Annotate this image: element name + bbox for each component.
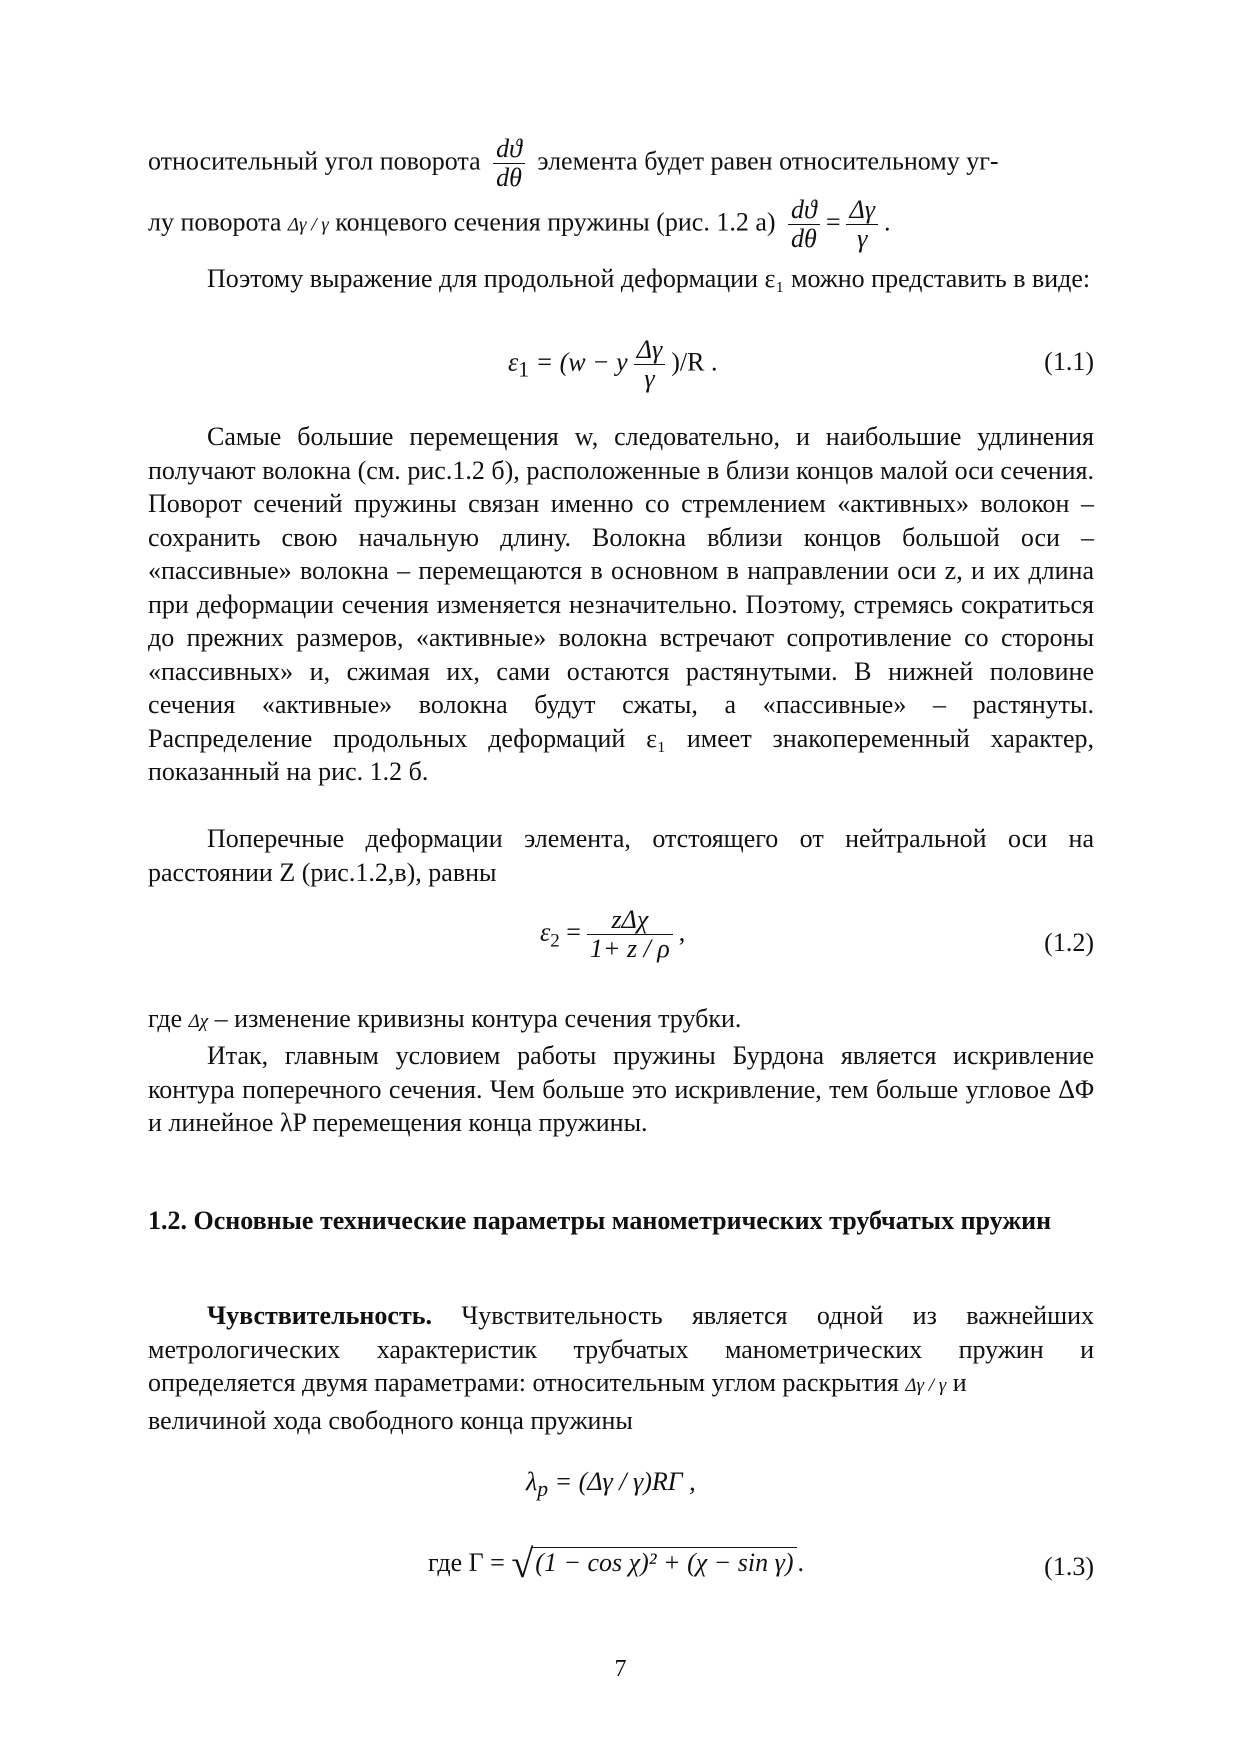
equation-number-1-2: (1.2): [1044, 928, 1094, 957]
paragraph-3: Поперечные деформации элемента, отстоящего от нейтральной оси на расстоянии Z (рис.1.2,в), равны: [148, 824, 1094, 887]
equation-number-1-1: (1.1): [1044, 347, 1094, 376]
sqrt-icon: √: [511, 1541, 534, 1586]
paragraph-1: Поэтому выражение для продольной деформации ε₁ можно представить в виде:: [207, 264, 1091, 293]
equation-number-1-3: (1.3): [1044, 1552, 1094, 1581]
fraction-eq2: $\frac{\text{zΔχ}}{1+ z / \rho}$: [587, 906, 673, 963]
text-line-para4: где Δχ – изменение кривизны контура сечения трубки.: [148, 1004, 742, 1033]
paragraph-5: Итак, главным условием работы пружины Бурдона является искривление контура поперечного сечения. Чем больше это искривление, тем больше угловое ΔΦ и линейное λP перемещения конца пружины.: [148, 1041, 1094, 1137]
text-line-1: относительный угол поворота $\frac{dϑ}{d\theta}$ элемента будет равен относительному уг-: [148, 134, 999, 192]
paragraph-6: Чувствительность. Чувствительность является одной из важнейших метрологических характеристик трубчатых манометрических пружин и определяется двумя параметрами: относительным углом раскрытия Δγ / γ и: [148, 1301, 1095, 1397]
equation-1-1: $\varepsilon_1 = (w - y$ $\frac{\Delta\gamma}{\gamma}$ )/R .: [508, 335, 718, 393]
text-line-2: лу поворота Δγ / γ концевого сечения пружины (рис. 1.2 а) $\frac{dϑ}{d\theta}$ = $\frac{\Delta\gamma}{\gamma}$ .: [148, 195, 891, 253]
page-number: 7: [614, 1656, 627, 1682]
fraction-dtheta-2: $\frac{dϑ}{d\theta}$: [788, 196, 820, 253]
paragraph-2: Самые большие перемещения w, следовательно, и наибольшие удлинения получают волокна (см. рис.1.2 б), расположенные в близи концов малой оси сечения. Поворот сечений пружины связан именно со стремлением «активных» волокон – сохранить свою начальную длину. Волокна вблизи концов большой оси – «пассивные» волокна – перемещаются в основном в направлении оси z, и их длина при деформации сечения изменяется незначительно. Поэтому, стремясь сократиться до прежних размеров, «активные» волокна встречают сопротивление со стороны «пассивных» и, сжимая их, сами остаются растянутыми. В нижней половине сечения «активные» волокна будут сжаты, а «пассивные» – растянуты. Распределение продольных деформаций ε₁ имеет знакопеременный характер, показанный на рис. 1.2 б.: [148, 422, 1094, 786]
equation-1-3: где Γ = √(1 − cos χ)² + (χ − sin γ) .: [428, 1541, 804, 1586]
fraction-dgamma: $\frac{\Delta\gamma}{\gamma}$: [846, 196, 878, 253]
equation-lambda: $\lambda_p = (\Delta\gamma / \gamma)R\Gamma$ ,: [526, 1467, 696, 1502]
fraction-eq1: $\frac{\Delta\gamma}{\gamma}$: [634, 336, 666, 393]
section-heading: 1.2. Основные технические параметры манометрических трубчатых пружин: [148, 1206, 1052, 1235]
text-line-para6-end: величиной хода свободного конца пружины: [148, 1406, 633, 1435]
fraction-dtheta: $\frac{dϑ}{d\theta}$: [493, 135, 525, 192]
equation-1-2: $\varepsilon_2$ = $\frac{\text{zΔχ}}{1+ z / \rho}$ ,: [540, 905, 686, 963]
